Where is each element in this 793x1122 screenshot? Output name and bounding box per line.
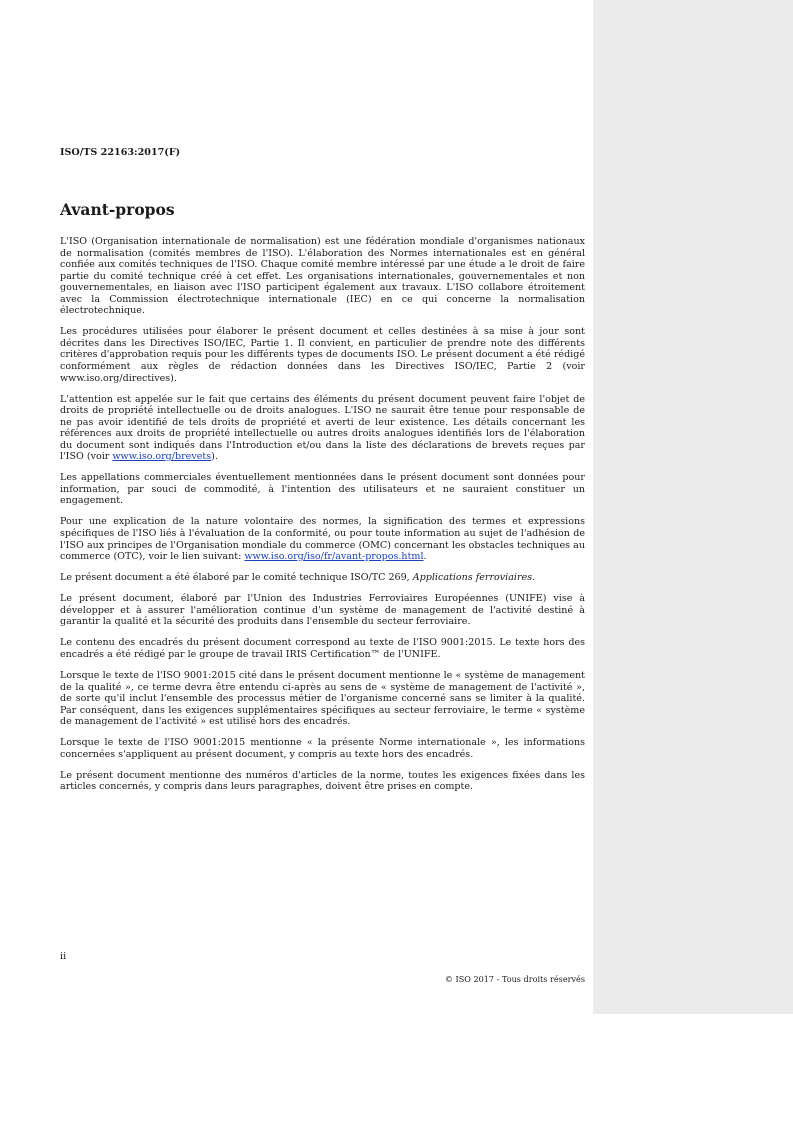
comment-pane: [593, 0, 793, 1014]
paragraph-6-end: .: [532, 572, 536, 584]
paragraph-9: Lorsque le texte de l'ISO 9001:2015 cité dans le présent document mentionne le « système de management de la qualité », ce terme devra être entendu ci-après au sens de « système de management de l'activité », de sorte qu'il inclut l'ensemble des processus métier de l'organisme concerné sans se limiter à la qualité. Par conséquent, dans les exigences supplémentaires spécifiques au secteur ferroviaire, le terme « système de management de l'activité » est utilisé hors des encadrés.: [60, 669, 585, 728]
paragraph-6-text: Le présent document a été élaboré par le comité technique ISO/TC 269,: [60, 572, 413, 584]
body-text: [60, 236, 585, 802]
foreword-link[interactable]: www.iso.org/iso/fr/avant-propos.html: [244, 551, 424, 563]
document-id: ISO/TS 22163:2017(F): [60, 147, 181, 158]
comment-pane-header: [593, 0, 793, 14]
copyright-notice: © ISO 2017 - Tous droits réservés: [444, 974, 585, 984]
paragraph-5-text: Pour une explication de la nature volontaire des normes, la signification des termes et expressions spécifiques de l'ISO liés à l'évaluation de la conformité, ou pour toute information au sujet de l'adhésion de l'ISO aux principes de l'Organisation mondiale du commerce (OMC) concernant les obstacles techniques au commerce (OTC), voir le lien suivant:: [60, 516, 585, 563]
paragraph-10: Lorsque le texte de l'ISO 9001:2015 mentionne « la présente Norme internationale », les informations concernées s'appliquent au présent document, y compris au texte hors des encadrés.: [60, 737, 585, 760]
patents-link[interactable]: www.iso.org/brevets: [112, 451, 212, 463]
paragraph-8: Le contenu des encadrés du présent document correspond au texte de l'ISO 9001:2015. Le texte hors des encadrés a été rédigé par le groupe de travail IRIS Certification™ de l'UNIFE.: [60, 637, 585, 660]
section-title: Avant-propos: [60, 200, 175, 219]
paragraph-4: Les appellations commerciales éventuellement mentionnées dans le présent document sont données pour information, par souci de commodité, à l'intention des utilisateurs et ne sauraient constituer un engagement.: [60, 472, 585, 507]
paragraph-1: L'ISO (Organisation internationale de normalisation) est une fédération mondiale d'organismes nationaux de normalisation (comités membres de l'ISO). L'élaboration des Normes internationales est en général confiée aux comités techniques de l'ISO. Chaque comité membre intéressé par une étude a le droit de faire partie du comité technique créé à cet effet. Les organisations internationales, gouvernementales et non gouvernementales, en liaison avec l'ISO participent également aux travaux. L'ISO collabore étroitement avec la Commission électrotechnique internationale (IEC) en ce qui concerne la normalisation électrotechnique.: [60, 236, 585, 317]
paragraph-3-end: ).: [211, 451, 218, 463]
paragraph-3-text: L'attention est appelée sur le fait que certains des éléments du présent document peuvent faire l'objet de droits de propriété intellectuelle ou de droits analogues. L'ISO ne saurait être tenue pour responsable de ne pas avoir identifié de tels droits de propriété et averti de leur existence. Les détails concernant les références aux droits de propriété intellectuelle ou autres droits analogues identifiés lors de l'élaboration du document sont indiqués dans l'Introduction et/ou dans la liste des déclarations de brevets reçues par l'ISO (voir: [60, 393, 585, 463]
paragraph-3: [60, 394, 585, 463]
committee-title: Applications ferroviaires: [412, 572, 533, 584]
paragraph-6: [60, 572, 585, 584]
paragraph-5: [60, 516, 585, 562]
paragraph-2: Les procédures utilisées pour élaborer le présent document et celles destinées à sa mise à jour sont décrites dans les Directives ISO/IEC, Partie 1. Il convient, en particulier de prendre note des différents critères d'approbation requis pour les différents types de documents ISO. Le présent document a été rédigé conformément aux règles de rédaction données dans les Directives ISO/IEC, Partie 2 (voir www.iso.org/directives).: [60, 326, 585, 384]
paragraph-7: Le présent document, élaboré par l'Union des Industries Ferroviaires Européennes (UNIFE) vise à développer et à assurer l'amélioration continue d'un système de management de l'activité destiné à garantir la qualité et la sécurité des produits dans l'ensemble du secteur ferroviaire.: [60, 593, 585, 628]
paragraph-11: Le présent document mentionne des numéros d'articles de la norme, toutes les exigences fixées dans les articles concernés, y compris dans leurs paragraphes, doivent être prises en compte.: [60, 769, 585, 793]
page-number: ii: [60, 951, 67, 962]
paragraph-5-end: .: [423, 551, 427, 563]
